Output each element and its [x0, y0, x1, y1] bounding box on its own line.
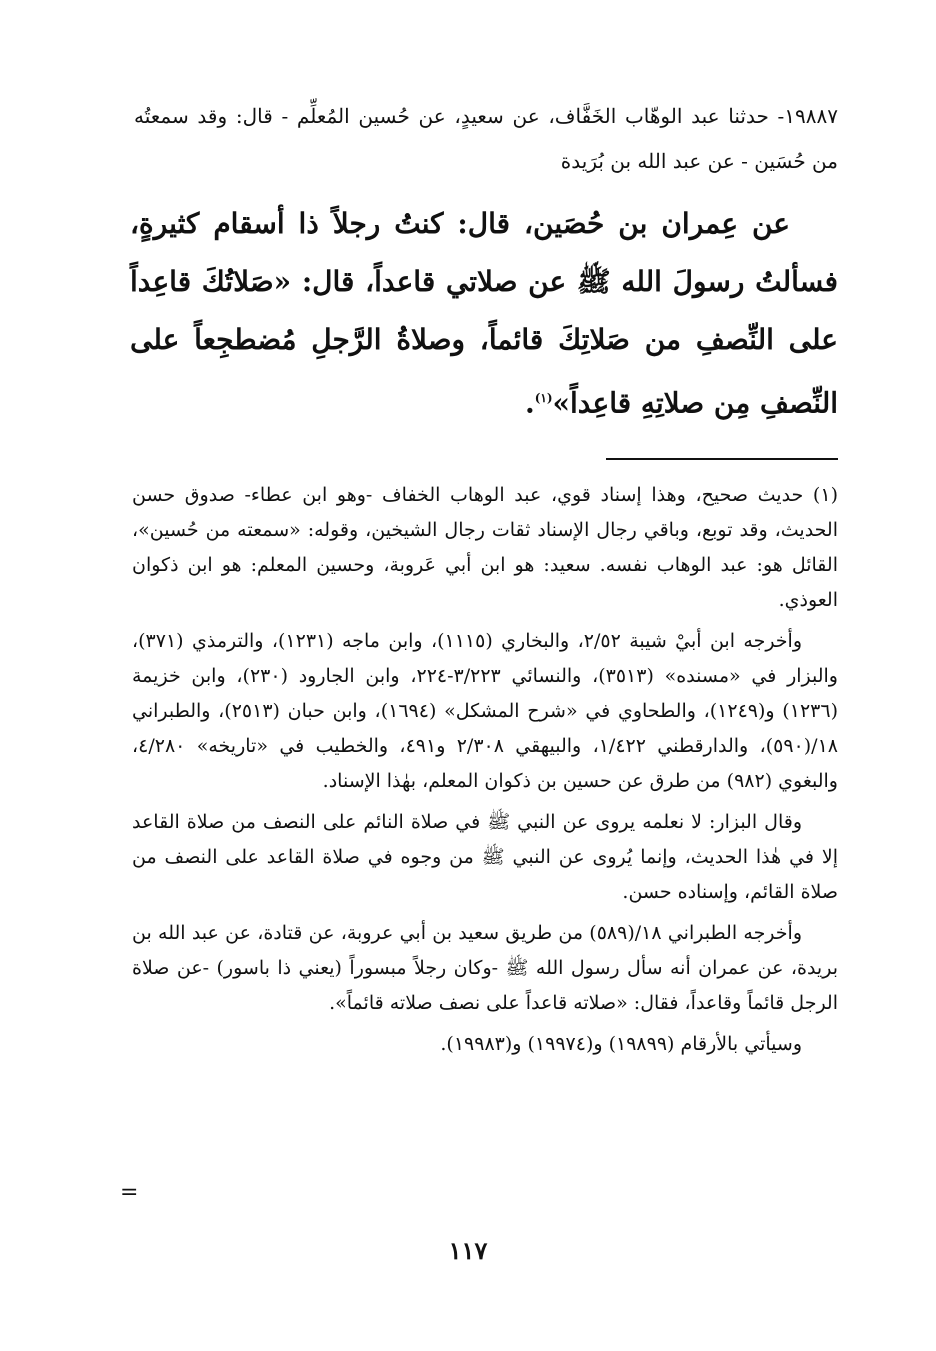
footnote-separator — [606, 458, 838, 460]
footnote-paragraph: (١) حديث صحيح، وهذا إسناد قوي، عبد الوهاب الخفاف -وهو ابن عطاء- صدوق حسن الحديث، وقد توبع، وباقي رجال الإسناد ثقات رجال الشيخين، وقوله: «سمعته من حُسين»، القائل هو: عبد الوهاب نفسه. سعيد: هو ابن أبي عَروبة، وحسين المعلم: هو ابن ذكوان العوذي. — [132, 484, 838, 611]
page-number: ١١٧ — [448, 1236, 488, 1265]
continuation-mark: = — [120, 1180, 139, 1205]
footnote-paragraph: وقال البزار: لا نعلمه يروى عن النبي ﷺ في صلاة النائم على النصف من صلاة القاعد إلا في هٰذا الحديث، وإنما يُروى عن النبي ﷺ من وجوه في صلاة القاعد على النصف من صلاة القائم، وإسناده حسن. — [132, 811, 838, 903]
footnote-paragraph: وأخرجه ابن أبيْ شيبة ٢/٥٢، والبخاري (١١١٥)، وابن ماجه (١٢٣١)، والترمذي (٣٧١)، والبزار في «مسنده» (٣٥١٣)، والنسائي ٣/٢٢٣-٢٢٤، وابن الجارود (٢٣٠)، وابن خزيمة (١٢٣٦) و(١٢٤٩)، والطحاوي في «شرح المشكل» (١٦٩٤)، وابن حبان (٢٥١٣)، والطبراني ١٨/(٥٩٠)، والدارقطني ١/٤٢٢، والبيهقي ٢/٣٠٨ و٤٩١، والخطيب في «تاريخه» ٤/٢٨٠، والبغوي (٩٨٢) من طرق عن حسين بن ذكوان المعلم، بهٰذا الإسناد. — [132, 630, 838, 792]
hadith-matn — [130, 195, 838, 432]
matn-text: عن عِمران بن حُصَين، قال: كنتُ رجلاً ذا أسقام كثيرةٍ، فسألتُ رسولَ الله ﷺ عن صلاتي قاعداً، قال: «صَلاتُكَ قاعِداً على النِّصفِ من صَلاتِكَ قائماً، وصلاةُ الرَّجلِ مُضطجِعاً على النِّصفِ مِن صلاتِهِ قاعِداً» — [130, 207, 838, 420]
footnote-reference: (١) — [534, 391, 553, 405]
hadith-isnad: ١٩٨٨٧- حدثنا عبد الوهّاب الخَفَّاف، عن سعيدٍ، عن حُسين المُعلِّم - قال: وقد سمعتُه من حُسَين - عن عبد الله بن بُرَيدة — [134, 104, 838, 173]
footnote-paragraph: وأخرجه الطبراني ١٨/(٥٨٩) من طريق سعيد بن أبي عروبة، عن قتادة، عن عبد الله بن بريدة، عن عمران أنه سأل رسول الله ﷺ -وكان رجلاً مبسوراً (يعني ذا باسور) -عن صلاة الرجل قائماً وقاعداً، فقال: «صلاته قاعداً على نصف صلاته قائماً». — [132, 922, 838, 1014]
matn-end: . — [524, 386, 535, 420]
footnote-paragraph: وسيأتي بالأرقام (١٩٨٩٩) و(١٩٩٧٤) و(١٩٩٨٣). — [440, 1033, 802, 1055]
footnotes — [132, 478, 838, 1068]
